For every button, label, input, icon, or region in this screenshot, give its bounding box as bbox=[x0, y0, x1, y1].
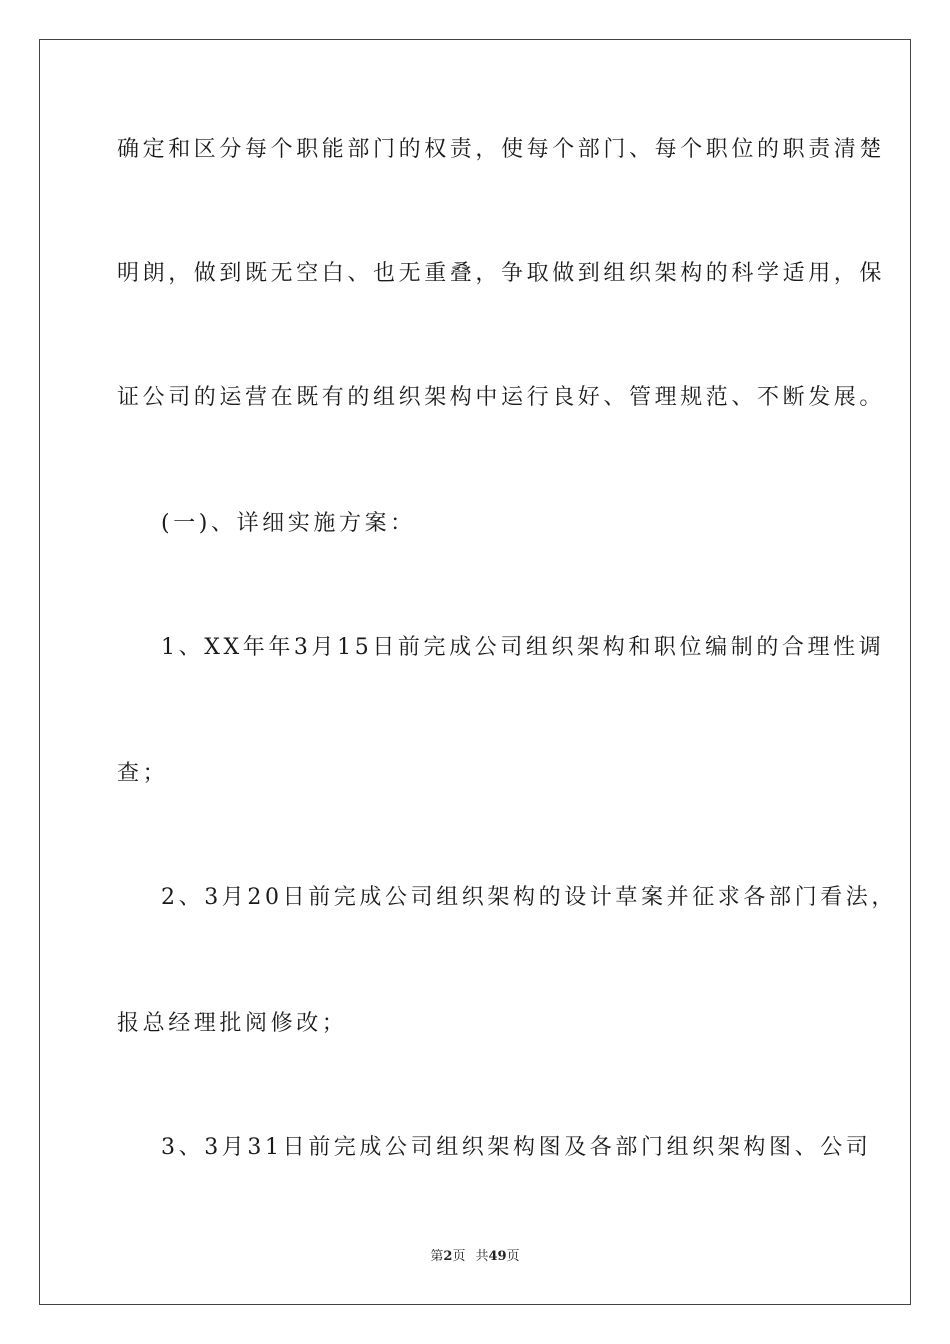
list-item-1-continuation: 查； bbox=[117, 761, 169, 786]
list-item-2-continuation: 报总经理批阅修改； bbox=[117, 1011, 348, 1036]
body-text-line-1: 确定和区分每个职能部门的权责，使每个部门、每个职位的职责清楚 bbox=[117, 137, 886, 162]
footer-total-pages: 49 bbox=[488, 1249, 507, 1264]
list-item-3: 3、3月31日前完成公司组织架构图及各部门组织架构图、公司 bbox=[161, 1135, 872, 1160]
section-heading: (一)、详细实施方案： bbox=[161, 511, 416, 536]
footer-page-suffix: 页 bbox=[452, 1249, 466, 1264]
body-text-line-2: 明朗，做到既无空白、也无重叠，争取做到组织架构的科学适用，保 bbox=[117, 261, 886, 286]
footer-total-prefix: 共 bbox=[475, 1249, 489, 1264]
footer-page-number: 2 bbox=[443, 1249, 453, 1264]
list-item-1: 1、XX年年3月15日前完成公司组织架构和职位编制的合理性调 bbox=[161, 635, 885, 660]
footer-total-suffix: 页 bbox=[506, 1249, 520, 1264]
list-item-2: 2、3月20日前完成公司组织架构的设计草案并征求各部门看法， bbox=[161, 885, 897, 910]
page-border bbox=[39, 39, 911, 1305]
body-text-line-3: 证公司的运营在既有的组织架构中运行良好、管理规范、不断发展。 bbox=[117, 385, 886, 410]
footer-page-prefix: 第 bbox=[430, 1249, 444, 1264]
page-footer bbox=[0, 1248, 950, 1266]
